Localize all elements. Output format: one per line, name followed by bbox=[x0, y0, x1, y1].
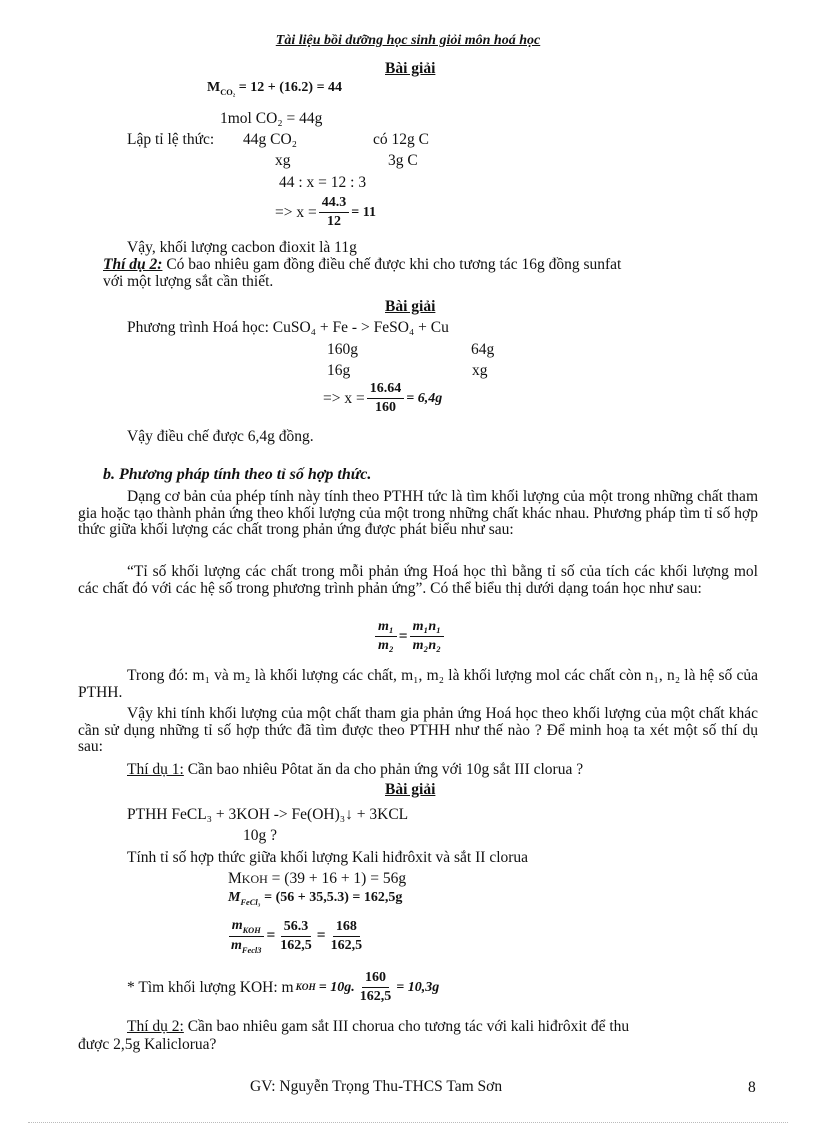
molar-mass-co2: $M_{CO_2} = 12 + (16.2) = 44$ bbox=[207, 80, 343, 97]
conclusion-2: Vậy điều chế được 6,4g đồng. bbox=[127, 428, 314, 445]
solution-heading-1: Bài giải bbox=[385, 60, 436, 77]
ratio-c: xg bbox=[275, 152, 291, 169]
page-header: Tài liệu bồi dưỡng học sinh giỏi môn hoá học bbox=[275, 33, 541, 48]
equation-cuso4: Phương trình Hoá học: CuSO₄ + Fe - > FeSO₄ + Cu bbox=[127, 319, 449, 336]
section-b-para1: Dạng cơ bản của phép tính này tính theo PTHH tức là tìm khối lượng của một trong những chất tham gia hoặc tạo thành phản ứng theo khối lượng của một trong những chất khác nhau. Phương pháp tìm tỉ số hợp thức giữa khối lượng các chất trong phản ứng được phát biểu như sau: bbox=[78, 488, 758, 539]
equation-under: 10g ? bbox=[243, 827, 278, 844]
ratio-a: 44g CO₂ bbox=[243, 131, 298, 148]
ratio-b: có 12g C bbox=[373, 131, 429, 148]
molar-mass-fecl3: $M_{FeCl_3} = (56 + 35,5.3) = 162,5g$ bbox=[228, 890, 403, 907]
page-number: 8 bbox=[748, 1079, 756, 1096]
x-fraction-2: => x = $\frac{16.64}{160}$ = 6,4g bbox=[323, 381, 443, 415]
ratio-line: Tính tỉ số hợp thức giữa khối lượng Kali hiđrôxit và sắt II clorua bbox=[127, 849, 529, 866]
mol-co2: 1mol CO₂ = 44g bbox=[220, 110, 323, 127]
footer-author: GV: Nguyễn Trọng Thu-THCS Tam Sơn bbox=[250, 1078, 503, 1095]
molar-mass-koh: MKOH = (39 + 16 + 1) = 56g bbox=[228, 870, 407, 887]
mass-64: 64g bbox=[471, 341, 495, 358]
equation-fecl3: PTHH FeCL₃ + 3KOH -> Fe(OH)₃↓ + 3KCL bbox=[127, 806, 409, 823]
proportion: 44 : x = 12 : 3 bbox=[279, 174, 367, 191]
section-b-para3: Trong đó: m₁ và m₂ là khối lượng các chất, m₁, m₂ là khối lượng mol các chất còn n₁, n₂ là hệ số của PTHH. bbox=[78, 667, 758, 701]
section-b-title: b. Phương pháp tính theo tỉ số hợp thức. bbox=[103, 466, 372, 483]
solution-heading-2: Bài giải bbox=[385, 298, 436, 315]
example-2b-cont: được 2,5g Kaliclorua? bbox=[78, 1036, 217, 1053]
precipitate-arrow-icon: ↓ bbox=[345, 806, 353, 823]
ratio-formula: $\frac{\text{m₁}}{\text{m₂}}$ = $\frac{\text{m₁n₁}}{\text{m₂n₂}}$ bbox=[375, 619, 444, 654]
mass-160: 160g bbox=[327, 341, 358, 358]
section-b-para2: “Tỉ số khối lượng các chất trong mỗi phản ứng Hoá học thì bằng tỉ số của tích các khối lượng mol các chất đó với các hệ số trong phương trình phản ứng”. Có thể biểu thị dưới dạng toán học như sau: bbox=[78, 563, 758, 597]
section-b-para4: Vậy khi tính khối lượng của một chất tham gia phản ứng Hoá học theo khối lượng của một chất khác cần sử dụng những tỉ số hợp thức đã tìm được theo PTHH như thế nào ? Để minh hoạ ta xét một số thí dụ sau: bbox=[78, 705, 758, 756]
mass-x: xg bbox=[472, 362, 488, 379]
ratio-d: 3g C bbox=[388, 152, 418, 169]
koh-mass: * Tìm khối lượng KOH: m KOH = 10g. $\frac{160}{162,5}$ = 10,3g bbox=[127, 970, 440, 1004]
x-fraction-1: => x = $\frac{44.3}{12}$ = 11 bbox=[275, 195, 376, 229]
conclusion-1: Vậy, khối lượng cacbon đioxit là 11g bbox=[127, 239, 357, 256]
ratio-prefix: Lập tỉ lệ thức: bbox=[127, 131, 215, 148]
example-1b: Thí dụ 1: Cần bao nhiêu Pôtat ăn da cho phản ứng với 10g sắt III clorua ? bbox=[127, 761, 584, 778]
mass-16: 16g bbox=[327, 362, 351, 379]
koh-ratio: $m_{KOH}$ $m_{Fecl3}$ = $\frac{56.3}{162,5}$ = $\frac{168}{162,5}$ bbox=[228, 918, 365, 955]
example-2: Thí dụ 2: Có bao nhiêu gam đồng điều chế được khi cho tương tác 16g đồng sunfat bbox=[103, 256, 622, 273]
example-2b: Thí dụ 2: Cần bao nhiêu gam sắt III chorua cho tương tác với kali hiđrôxit để thu bbox=[127, 1018, 630, 1035]
example-2-cont: với một lượng sắt cần thiết. bbox=[103, 273, 274, 290]
solution-heading-3: Bài giải bbox=[385, 781, 436, 798]
